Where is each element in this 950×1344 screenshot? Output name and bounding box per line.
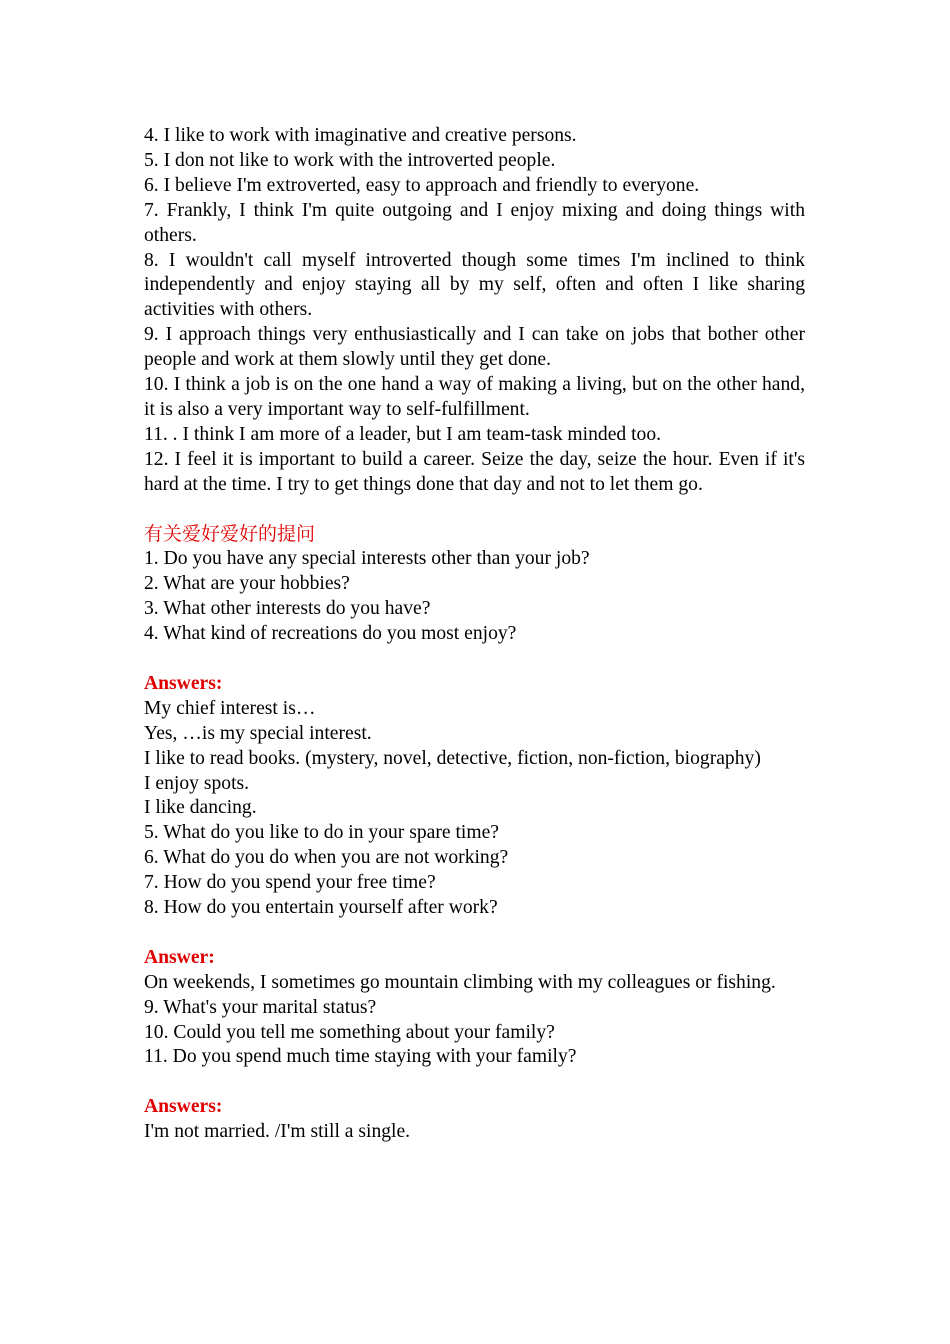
question-item: 11. Do you spend much time staying with your family? xyxy=(144,1046,577,1068)
list-item: 8. I wouldn't call myself introverted though some times I'm inclined to think independently and enjoy staying all by my self, often and often I like sharing activities with others. xyxy=(144,249,805,321)
question-item: 7. How do you spend your free time? xyxy=(144,872,436,894)
list-item: 7. Frankly, I think I'm quite outgoing and I enjoy mixing and doing things with others. xyxy=(144,199,805,246)
question-item: 2. What are your hobbies? xyxy=(144,573,350,595)
answer-item: My chief interest is… xyxy=(144,697,316,719)
list-item: 6. I believe I'm extroverted, easy to approach and friendly to everyone. xyxy=(144,174,700,196)
question-item: 1. Do you have any special interests other than your job? xyxy=(144,548,590,570)
question-item: 9. What's your marital status? xyxy=(144,996,377,1018)
question-item: 10. Could you tell me something about your family? xyxy=(144,1021,555,1043)
list-item: 10. I think a job is on the one hand a way of making a living, but on the other hand, it is also a very important way to self-fulfillment. xyxy=(144,374,805,420)
weekend-section xyxy=(144,946,805,1071)
section-heading: 有关爱好爱好的提问 xyxy=(144,523,316,546)
answer-item: I enjoy spots. xyxy=(144,772,250,794)
answer-label: Answer: xyxy=(144,946,215,968)
spacer xyxy=(144,647,805,672)
question-item: 3. What other interests do you have? xyxy=(144,598,431,620)
spacer xyxy=(144,1070,805,1095)
question-item: 8. How do you entertain yourself after work? xyxy=(144,897,498,919)
answer-item: I like to read books. (mystery, novel, detective, fiction, non-fiction, biography) xyxy=(144,747,761,769)
list-item: 11. . I think I am more of a leader, but I am team-task minded too. xyxy=(144,423,662,445)
family-section xyxy=(144,1095,805,1145)
question-item: 5. What do you like to do in your spare time? xyxy=(144,822,499,844)
spacer xyxy=(144,498,805,523)
question-item: 6. What do you do when you are not working? xyxy=(144,847,509,869)
list-item: 4. I like to work with imaginative and creative persons. xyxy=(144,125,577,146)
hobbies-section xyxy=(144,522,805,920)
answers-label: Answers: xyxy=(144,1096,223,1118)
answer-item: I like dancing. xyxy=(144,797,257,819)
list-item: 5. I don not like to work with the introverted people. xyxy=(144,149,556,171)
answer-item: Yes, …is my special interest. xyxy=(144,722,372,744)
answer-item: On weekends, I sometimes go mountain climbing with my colleagues or fishing. xyxy=(144,971,776,993)
answers-label: Answers: xyxy=(144,672,223,694)
document-page xyxy=(144,124,805,1145)
personality-section xyxy=(144,124,805,498)
spacer xyxy=(144,921,805,946)
list-item: 12. I feel it is important to build a career. Seize the day, seize the hour. Even if it's hard at the time. I try to get things done that day and not to let them go. xyxy=(144,448,805,495)
answer-item: I'm not married. /I'm still a single. xyxy=(144,1121,411,1143)
question-item: 4. What kind of recreations do you most enjoy? xyxy=(144,623,517,645)
list-item: 9. I approach things very enthusiastically and I can take on jobs that bother other people and work at them slowly until they get done. xyxy=(144,324,805,371)
